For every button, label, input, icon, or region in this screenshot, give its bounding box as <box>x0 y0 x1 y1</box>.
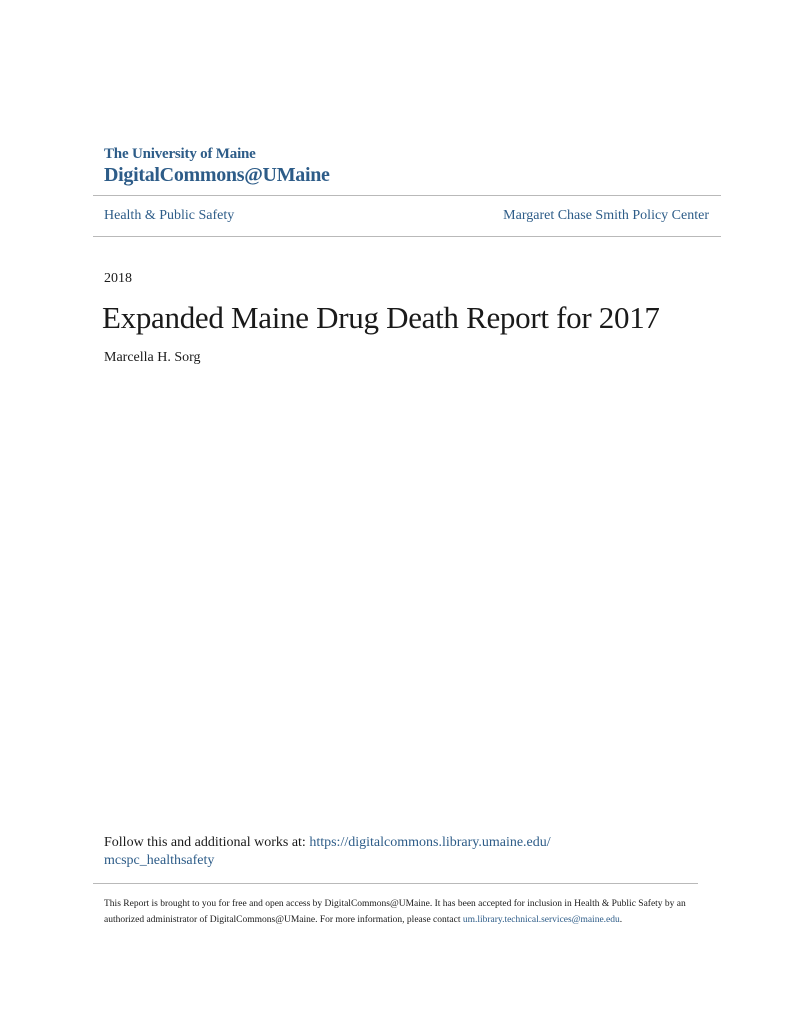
university-name: The University of Maine <box>104 146 256 162</box>
footer-divider <box>93 883 698 884</box>
follow-prefix: Follow this and additional works at: <box>104 835 310 850</box>
publication-year: 2018 <box>104 271 132 286</box>
repository-name: DigitalCommons@UMaine <box>104 164 330 186</box>
notice-text: This Report is brought to you for free and open access by DigitalCommons@UMaine. It has been accepted for inclusion in Health & Public Safety by an authorized administrator of DigitalCommons@UMaine. For more information, please contact <box>104 899 686 925</box>
follow-works <box>104 834 664 870</box>
contact-email-link[interactable]: um.library.technical.services@maine.edu <box>462 915 620 925</box>
access-notice <box>104 896 694 928</box>
document-title: Expanded Maine Drug Death Report for 2017 <box>102 300 660 335</box>
document-author: Marcella H. Sorg <box>104 350 201 365</box>
collection-link[interactable]: Health & Public Safety <box>104 208 235 223</box>
repository-logo[interactable] <box>104 145 330 187</box>
follow-url-line2: mcspc_healthsafety <box>104 853 215 868</box>
follow-url-line1: https://digitalcommons.library.umaine.edu/ <box>309 835 551 850</box>
header-divider-top <box>93 195 721 196</box>
header-divider-bottom <box>93 236 721 237</box>
center-link[interactable]: Margaret Chase Smith Policy Center <box>503 208 709 223</box>
notice-end: . <box>619 915 623 925</box>
